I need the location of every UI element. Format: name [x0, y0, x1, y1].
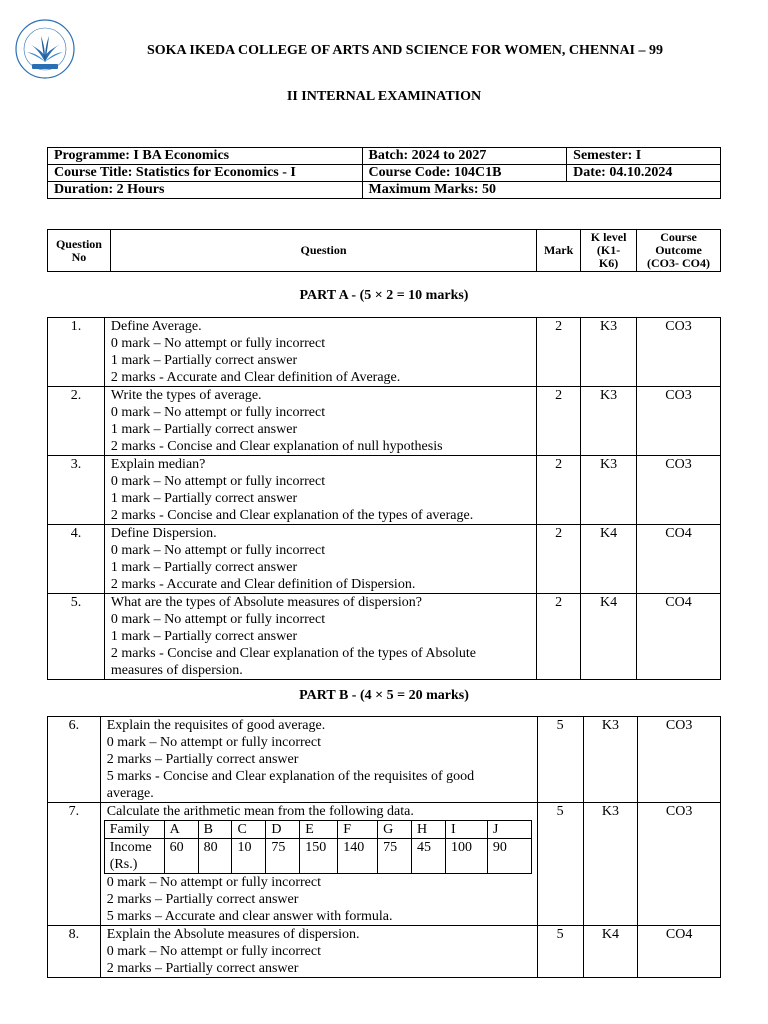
part-b-table — [47, 716, 721, 978]
question-k-level: K4 — [581, 525, 637, 594]
question-row — [48, 525, 721, 594]
data-cell: 75 — [266, 839, 300, 874]
data-cell: Family — [104, 821, 164, 839]
question-course-outcome: CO3 — [637, 387, 721, 456]
rubric-line: 2 marks - Concise and Clear explanation of the types of average. — [110, 508, 474, 523]
data-cell: 90 — [487, 839, 531, 874]
question-course-outcome: CO4 — [638, 926, 721, 978]
question-k-level: K3 — [581, 318, 637, 387]
rubric-line: 1 mark – Partially correct answer — [110, 629, 298, 644]
question-row — [48, 926, 721, 978]
college-logo — [14, 18, 76, 80]
question-line: Define Average. — [110, 319, 202, 334]
data-cell: 80 — [198, 839, 232, 874]
data-cell: J — [487, 821, 531, 839]
question-text — [104, 525, 536, 594]
data-cell: 60 — [164, 839, 198, 874]
header-co-line2: Outcome — [655, 243, 702, 257]
question-k-level: K3 — [583, 717, 638, 803]
rubric-line: 2 marks - Concise and Clear explanation of the types of Absolute — [110, 646, 476, 661]
data-cell: D — [266, 821, 300, 839]
question-line: Explain the requisites of good average. — [106, 718, 326, 733]
question-number: 5. — [48, 594, 105, 680]
data-cell: C — [232, 821, 266, 839]
question-course-outcome: CO3 — [638, 803, 721, 926]
header-course-outcome — [637, 230, 721, 272]
question-text — [100, 926, 537, 978]
question-line: Explain median? — [110, 457, 206, 472]
question-text — [104, 387, 536, 456]
data-row-income — [104, 839, 531, 874]
header-k-line1: K level — [590, 230, 627, 244]
part-b-title: PART B - (4 × 5 = 20 marks) — [299, 688, 469, 703]
header-question-no — [48, 230, 111, 272]
question-number: 1. — [48, 318, 105, 387]
rubric-line: 0 mark – No attempt or fully incorrect — [110, 612, 326, 627]
question-number: 8. — [48, 926, 101, 978]
header-co-line3: (CO3- CO4) — [647, 256, 711, 270]
part-a-title: PART A - (5 × 2 = 10 marks) — [299, 288, 469, 303]
header-question: Question — [110, 230, 536, 272]
question-text — [100, 803, 537, 926]
exam-date: Date: 04.10.2024 — [567, 165, 721, 182]
question-line: Explain the Absolute measures of dispersion. — [106, 927, 360, 942]
maximum-marks: Maximum Marks: 50 — [362, 182, 721, 199]
question-course-outcome: CO4 — [637, 525, 721, 594]
question-number: 3. — [48, 456, 105, 525]
rubric-line: 0 mark – No attempt or fully incorrect — [106, 735, 321, 750]
question-row — [48, 594, 721, 680]
data-cell: 100 — [445, 839, 487, 874]
question-mark: 5 — [537, 803, 583, 926]
question-mark: 2 — [537, 387, 581, 456]
data-cell: 75 — [378, 839, 412, 874]
college-name: SOKA IKEDA COLLEGE OF ARTS AND SCIENCE FOR WOMEN, CHENNAI – 99 — [146, 43, 664, 58]
data-cell: A — [164, 821, 198, 839]
duration: Duration: 2 Hours — [48, 182, 363, 199]
header-k-line2: (K1- — [596, 243, 621, 257]
data-cell: E — [300, 821, 338, 839]
question-mark: 2 — [537, 456, 581, 525]
data-cell: F — [338, 821, 378, 839]
question-k-level: K3 — [581, 387, 637, 456]
question-course-outcome: CO3 — [637, 456, 721, 525]
rubric-line: 0 mark – No attempt or fully incorrect — [110, 543, 326, 558]
rubric-line: 1 mark – Partially correct answer — [110, 422, 298, 437]
rubric-line: 0 mark – No attempt or fully incorrect — [106, 875, 321, 890]
header-mark: Mark — [537, 230, 581, 272]
rubric-line: 2 marks – Partially correct answer — [106, 961, 299, 976]
header-co-line1: Course — [660, 230, 697, 244]
question-mark: 5 — [537, 717, 583, 803]
question-mark: 5 — [537, 926, 583, 978]
programme: Programme: I BA Economics — [48, 148, 363, 165]
data-cell: B — [198, 821, 232, 839]
rubric-line: 0 mark – No attempt or fully incorrect — [106, 944, 321, 959]
question-row — [48, 717, 721, 803]
rubric-line: 0 mark – No attempt or fully incorrect — [110, 336, 326, 351]
question-mark: 2 — [537, 318, 581, 387]
question-course-outcome: CO4 — [637, 594, 721, 680]
rubric-line: 1 mark – Partially correct answer — [110, 353, 298, 368]
header-qno-line1: Question — [55, 236, 102, 251]
rubric-line: 0 mark – No attempt or fully incorrect — [110, 474, 326, 489]
rubric-line: 2 marks – Partially correct answer — [106, 752, 299, 767]
data-cell: G — [378, 821, 412, 839]
rubric-line: measures of dispersion. — [110, 663, 243, 678]
question-header-table — [47, 229, 721, 272]
question-line: Define Dispersion. — [110, 526, 217, 541]
exam-info-table — [47, 147, 721, 199]
question-number: 4. — [48, 525, 105, 594]
part-a-table — [47, 317, 721, 680]
rubric-line: 5 marks – Accurate and clear answer with formula. — [106, 909, 393, 924]
rubric-line: 0 mark – No attempt or fully incorrect — [110, 405, 326, 420]
header-qno-line2: No — [71, 249, 87, 264]
rubric-line: 2 marks – Partially correct answer — [106, 892, 299, 907]
semester: Semester: I — [567, 148, 721, 165]
question-line: What are the types of Absolute measures of dispersion? — [110, 595, 422, 610]
header-k-level — [581, 230, 637, 272]
exam-title: II INTERNAL EXAMINATION — [286, 89, 482, 104]
rubric-line: 2 marks - Accurate and Clear definition of Dispersion. — [110, 577, 416, 592]
question-course-outcome: CO3 — [638, 717, 721, 803]
data-cell: I — [445, 821, 487, 839]
rubric-line: 1 mark – Partially correct answer — [110, 491, 298, 506]
data-row-family — [104, 821, 531, 839]
rubric-line: 2 marks - Concise and Clear explanation of null hypothesis — [110, 439, 443, 454]
course-title: Course Title: Statistics for Economics - I — [48, 165, 363, 182]
rubric-line: 2 marks - Accurate and Clear definition of Average. — [110, 370, 401, 385]
header-k-line3: K6) — [598, 256, 619, 270]
question-mark: 2 — [537, 525, 581, 594]
question-k-level: K4 — [583, 926, 638, 978]
question-k-level: K3 — [581, 456, 637, 525]
income-label-line1: Income — [109, 840, 152, 855]
rubric-line: 5 marks - Concise and Clear explanation of the requisites of good — [106, 769, 475, 784]
rubric-line: 1 mark – Partially correct answer — [110, 560, 298, 575]
question-number: 7. — [48, 803, 101, 926]
question-course-outcome: CO3 — [637, 318, 721, 387]
question-row — [48, 318, 721, 387]
data-cell-label — [104, 839, 164, 874]
question-k-level: K4 — [581, 594, 637, 680]
question-number: 6. — [48, 717, 101, 803]
batch: Batch: 2024 to 2027 — [362, 148, 567, 165]
question-text — [104, 456, 536, 525]
question-row — [48, 456, 721, 525]
question-text — [104, 594, 536, 680]
data-cell: 45 — [412, 839, 446, 874]
course-code: Course Code: 104C1B — [362, 165, 567, 182]
question-row — [48, 387, 721, 456]
rubric-line: average. — [106, 786, 154, 801]
data-cell: 150 — [300, 839, 338, 874]
income-data-table — [104, 820, 532, 874]
income-label-line2: (Rs.) — [109, 857, 138, 872]
logo-emblem-icon — [14, 18, 76, 80]
question-k-level: K3 — [583, 803, 638, 926]
question-text — [100, 717, 537, 803]
question-line: Calculate the arithmetic mean from the following data. — [106, 804, 414, 819]
question-mark: 2 — [537, 594, 581, 680]
question-line: Write the types of average. — [110, 388, 262, 403]
data-cell: 140 — [338, 839, 378, 874]
data-cell: 10 — [232, 839, 266, 874]
question-number: 2. — [48, 387, 105, 456]
question-text — [104, 318, 536, 387]
data-cell: H — [412, 821, 446, 839]
question-row — [48, 803, 721, 926]
